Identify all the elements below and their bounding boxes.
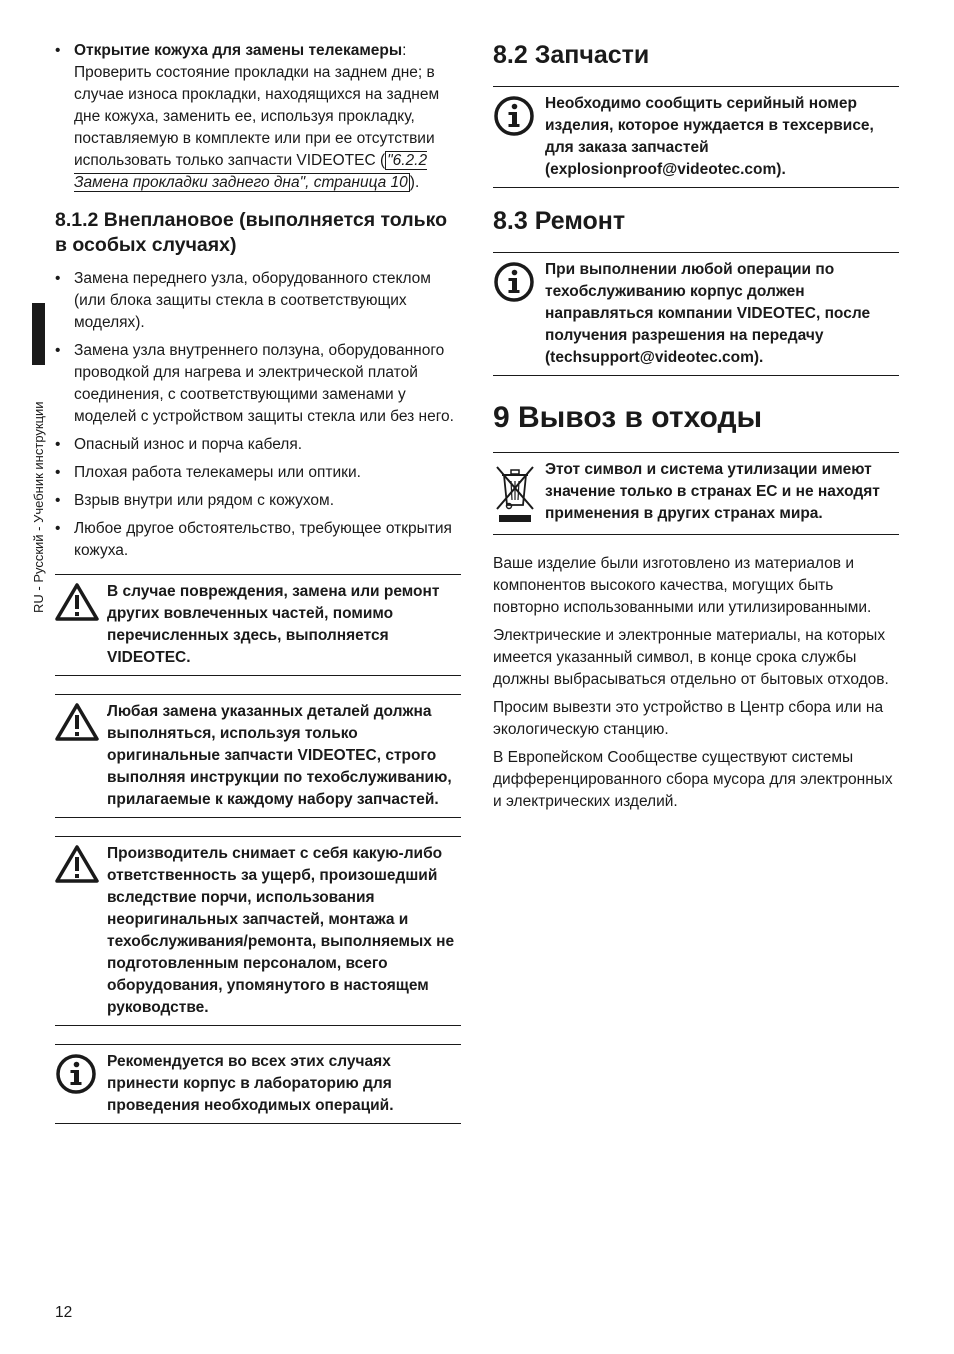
list-item: • Замена переднего узла, оборудованного стеклом (или блока защиты стекла в соответствующих моделях). <box>55 268 461 334</box>
section-heading-8-2: 8.2 Запчасти <box>493 41 650 69</box>
body-paragraph: В Европейском Сообществе существуют системы дифференцированного сбора мусора для электронных и электрических изделий. <box>493 749 893 810</box>
list-item: • Любое другое обстоятельство, требующее открытия кожуха. <box>55 518 461 562</box>
info-notice <box>493 86 899 188</box>
warning-icon <box>55 843 107 1019</box>
side-tab-label: RU - Русский - Учебник инструкции <box>31 401 46 613</box>
list-item: • Плохая работа телекамеры или оптики. <box>55 462 461 484</box>
section-heading-8-1-2: 8.1.2 Внеплановое (выполняется только в особых случаях) <box>55 209 448 256</box>
info-icon <box>493 93 545 181</box>
body-paragraph: Ваше изделие были изготовлено из материалов и компонентов высокого качества, могущих быть повторно использованными или утилизированными. <box>493 555 872 616</box>
page-number: 12 <box>55 1304 73 1321</box>
chapter-heading-9: 9 Вывоз в отходы <box>493 401 763 434</box>
crossed-bin-icon <box>493 459 545 528</box>
list-item: • Опасный износ и порча кабеля. <box>55 434 461 456</box>
warning-icon <box>55 701 107 811</box>
info-icon <box>493 259 545 369</box>
notice-text: Производитель снимает с себя какую-либо ответственность за ущерб, произошедший вследствие порчи, использования неоригинальных запчастей, монтажа и техобслуживания/ремонта, выполняемых не подготовленным персоналом, всего оборудования, упомянутого в настоящем руководстве. <box>107 845 455 1016</box>
list-item: • Замена узла внутреннего ползуна, оборудованного проводкой для нагрева и электрической платой соединения, с соответствующими заменами у моделей с устройством защиты стекла или без него. <box>55 340 461 428</box>
section-heading-8-3: 8.3 Ремонт <box>493 207 626 235</box>
intro-item <box>55 40 461 194</box>
info-notice <box>493 252 899 376</box>
intro-tail: ). <box>409 174 420 191</box>
warning-notice <box>55 694 461 818</box>
intro-bold: Открытие кожуха для замены телекамеры <box>74 42 403 59</box>
notice-text: Любая замена указанных деталей должна выполняться, используя только оригинальные запчасти VIDEOTEC, строго выполняя инструкции по техобслуживанию, прилагаемые к каждому набору запчастей. <box>107 703 452 808</box>
body-paragraph: Электрические и электронные материалы, на которых имеется указанный символ, в конце срока службы должны выбрасываться отдельно от бытовых отходов. <box>493 627 889 688</box>
right-column <box>493 40 899 819</box>
body-paragraph: Просим вывезти это устройство в Центр сбора или на экологическую станцию. <box>493 699 884 738</box>
weee-notice <box>493 452 899 535</box>
side-tab-marker <box>32 303 45 365</box>
notice-text: Необходимо сообщить серийный номер изделия, которое нуждается в техсервисе, для заказа запчастей (explosionproof@videotec.com). <box>545 95 874 178</box>
intro-list <box>55 40 461 194</box>
notice-text: В случае повреждения, замена или ремонт других вовлеченных частей, помимо перечисленных здесь, выполняется VIDEOTEC. <box>107 583 440 666</box>
warning-notice <box>55 574 461 676</box>
left-column <box>55 40 461 1142</box>
info-notice <box>55 1044 461 1124</box>
list-item: • Взрыв внутри или рядом с кожухом. <box>55 490 461 512</box>
warning-notice <box>55 836 461 1026</box>
cross-reference-link[interactable]: "6.2.2 Замена прокладки заднего дна", страница 10 <box>74 152 428 191</box>
warning-icon <box>55 581 107 669</box>
intro-text: Проверить состояние прокладки на заднем дне; в случае износа прокладки, находящихся на заднем дне кожуха, заменить ее, используя прокладку, поставляемую в комплекте или при ее отсутствии использовать только запчасти VIDEOTEC ( <box>74 64 440 169</box>
info-icon <box>55 1051 107 1117</box>
unscheduled-list <box>55 268 461 562</box>
notice-text: Рекомендуется во всех этих случаях принести корпус в лабораторию для проведения необходимых операций. <box>107 1053 394 1114</box>
notice-text: При выполнении любой операции по техобслуживанию корпус должен направляться компании VIDEOTEC, после получения разрешения на передачу (techsupport@videotec.com). <box>545 261 871 366</box>
intro-colon: : <box>402 42 407 59</box>
notice-text: Этот символ и система утилизации имеют значение только в странах ЕС и не находят применения в других странах мира. <box>545 461 880 522</box>
